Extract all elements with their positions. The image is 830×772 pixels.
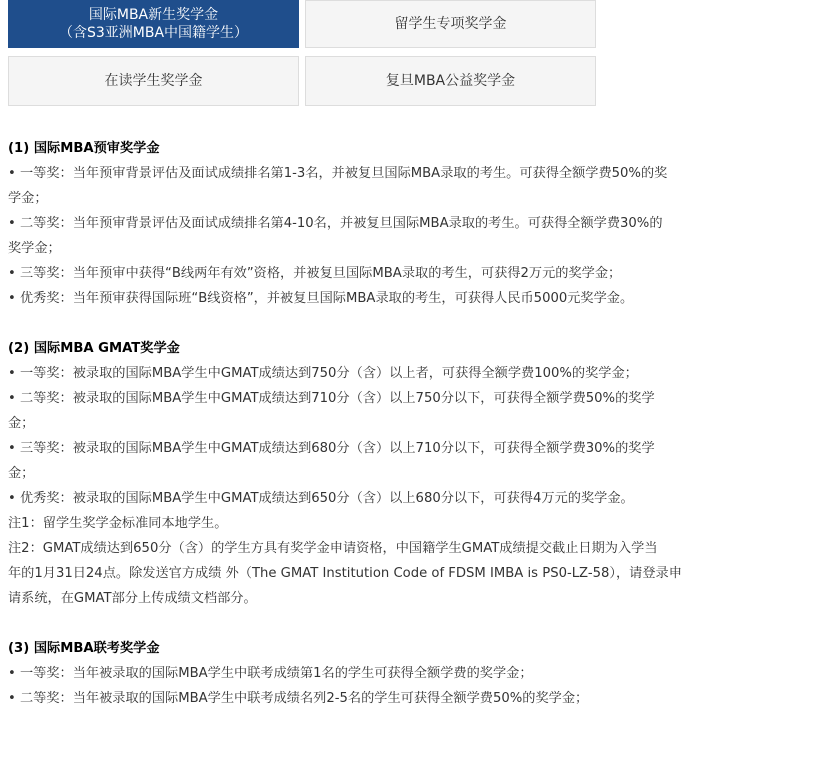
text-line: • 一等奖：被录取的国际MBA学生中GMAT成绩达到750分（含）以上者，可获得全额学费100%的奖学金； <box>8 366 638 381</box>
tab-label-line1: 国际MBA新生奖学金 <box>88 7 219 23</box>
scholarship-content <box>8 136 798 711</box>
tab-new-student-scholarship[interactable] <box>8 0 299 48</box>
section-title: (3) 国际MBA联考奖学金 <box>8 641 160 656</box>
section-spacer <box>8 611 798 636</box>
tab-public-welfare-scholarship[interactable] <box>305 56 596 106</box>
text-line: • 优秀奖：被录取的国际MBA学生中GMAT成绩达到650分（含）以上680分以下，可获得4万元的奖学金。 <box>8 491 634 506</box>
text-line: 奖学金； <box>8 241 61 256</box>
text-line: • 三等奖：被录取的国际MBA学生中GMAT成绩达到680分（含）以上710分以下，可获得全额学费30%的奖学 <box>8 441 655 456</box>
text-line: 金； <box>8 466 35 481</box>
section-spacer <box>8 311 798 336</box>
tab-label: 在读学生奖学金 <box>104 73 203 89</box>
tab-international-student-scholarship[interactable] <box>305 0 596 48</box>
note-line: 请系统，在GMAT部分上传成绩文档部分。 <box>8 591 257 606</box>
tab-label: 复旦MBA公益奖学金 <box>385 73 516 89</box>
section-title: (1) 国际MBA预审奖学金 <box>8 141 160 156</box>
text-line: • 一等奖：当年被录取的国际MBA学生中联考成绩第1名的学生可获得全额学费的奖学金； <box>8 666 533 681</box>
section-preliminary-review <box>8 136 798 311</box>
text-line: • 三等奖：当年预审中获得“B线两年有效”资格，并被复旦国际MBA录取的考生，可获得2万元的奖学金； <box>8 266 622 281</box>
tab-label-line2: （含S3亚洲MBA中国籍学生） <box>58 25 249 41</box>
note-line: 年的1月31日24点。除发送官方成绩 外（The GMAT Institution Code of FDSM IMBA is PS0-LZ-58），请登录申 <box>8 566 682 581</box>
section-title: (2) 国际MBA GMAT奖学金 <box>8 341 180 356</box>
section-gmat <box>8 336 798 611</box>
text-line: • 二等奖：当年被录取的国际MBA学生中联考成绩名列2-5名的学生可获得全额学费50%的奖学金； <box>8 691 589 706</box>
note-line: 注2：GMAT成绩达到650分（含）的学生方具有奖学金申请资格，中国籍学生GMAT成绩提交截止日期为入学当 <box>8 541 658 556</box>
text-line: • 优秀奖：当年预审获得国际班“B线资格”，并被复旦国际MBA录取的考生，可获得人民币5000元奖学金。 <box>8 291 634 306</box>
note-line: 注1：留学生奖学金标准同本地学生。 <box>8 516 228 531</box>
text-line: • 二等奖：当年预审背景评估及面试成绩排名第4-10名，并被复旦国际MBA录取的考生。可获得全额学费30%的 <box>8 216 663 231</box>
section-joint-exam <box>8 636 798 711</box>
text-line: • 二等奖：被录取的国际MBA学生中GMAT成绩达到710分（含）以上750分以下，可获得全额学费50%的奖学 <box>8 391 655 406</box>
tab-current-student-scholarship[interactable] <box>8 56 299 106</box>
text-line: • 一等奖：当年预审背景评估及面试成绩排名第1-3名，并被复旦国际MBA录取的考生。可获得全额学费50%的奖 <box>8 166 668 181</box>
tab-label: 留学生专项奖学金 <box>394 16 507 32</box>
text-line: 学金； <box>8 191 48 206</box>
text-line: 金； <box>8 416 35 431</box>
